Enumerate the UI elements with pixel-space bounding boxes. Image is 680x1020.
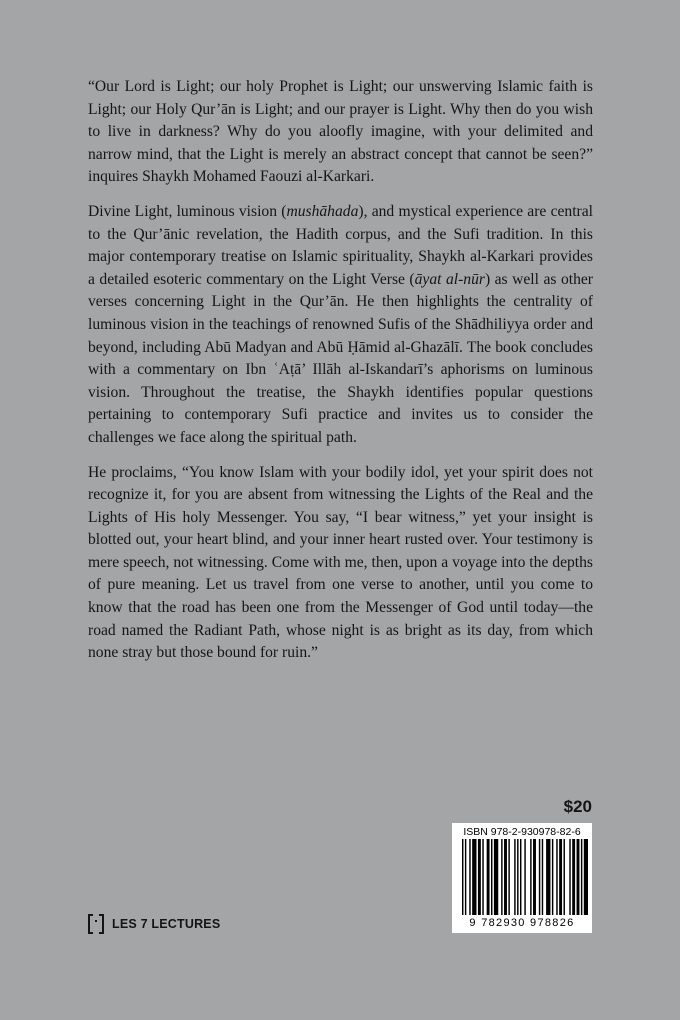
blurb-paragraph: He proclaims, “You know Islam with your bodily idol, yet your spirit does not recognize it, for you are absent from witnessing the Lights of the Real and the Lights of His holy Messenger. You say, “I bear witness,” yet your insight is blotted out, your heart blind, and your inner heart rusted over. Your testimony is mere speech, not witnessing. Come with me, then, upon a voyage into the depths of pure meaning. Let us travel from one verse to another, until you come to know that the road has been one from the Messenger of God until today—the road named the Radiant Path, whose night is as bright as its day, from which none stray but those bound for ruin.”: [88, 463, 593, 662]
isbn-barcode: [452, 823, 592, 933]
publisher-imprint: [88, 914, 220, 934]
barcode-digits: 9 782930 978826: [469, 917, 575, 929]
back-cover-blurb: [88, 76, 593, 677]
publisher-bracket-logo-icon: [88, 914, 104, 934]
blurb-paragraph: “Our Lord is Light; our holy Prophet is Light; our unswerving Islamic faith is Light; our Holy Qur’ān is Light; and our prayer is Light. Why then do you wish to live in darkness? Why do you aloofly imagine, with your delimited and narrow mind, that the Light is merely an abstract concept that cannot be seen?” inquires Shaykh Mohamed Faouzi al-Karkari.: [88, 78, 593, 186]
publisher-name: LES 7 LECTURES: [112, 917, 221, 931]
price-label: $20: [563, 797, 592, 816]
isbn-label: ISBN 978-2-930978-82-6: [463, 826, 581, 838]
barcode-icon: [456, 839, 588, 919]
blurb-paragraph: Divine Light, luminous vision (mushāhada), and mystical experience are central to the Qur’ānic revelation, the Hadith corpus, and the Sufi tradition. In this major contemporary treatise on Islamic spirituality, Shaykh al-Karkari provides a detailed esoteric commentary on the Light Verse (āyat al-nūr) as well as other verses concerning Light in the Qur’ān. He then highlights the centrality of luminous vision in the teachings of renowned Sufis of the Shādhiliyya order and beyond, including Abū Madyan and Abū Ḥāmid al-Ghazālī. The book concludes with a commentary on Ibn ʿAṭā’ Illāh al-Iskandarī’s aphorisms on luminous vision. Throughout the treatise, the Shaykh identifies popular questions pertaining to contemporary Sufi practice and invites us to consider the challenges we face along the spiritual path.: [88, 202, 593, 446]
